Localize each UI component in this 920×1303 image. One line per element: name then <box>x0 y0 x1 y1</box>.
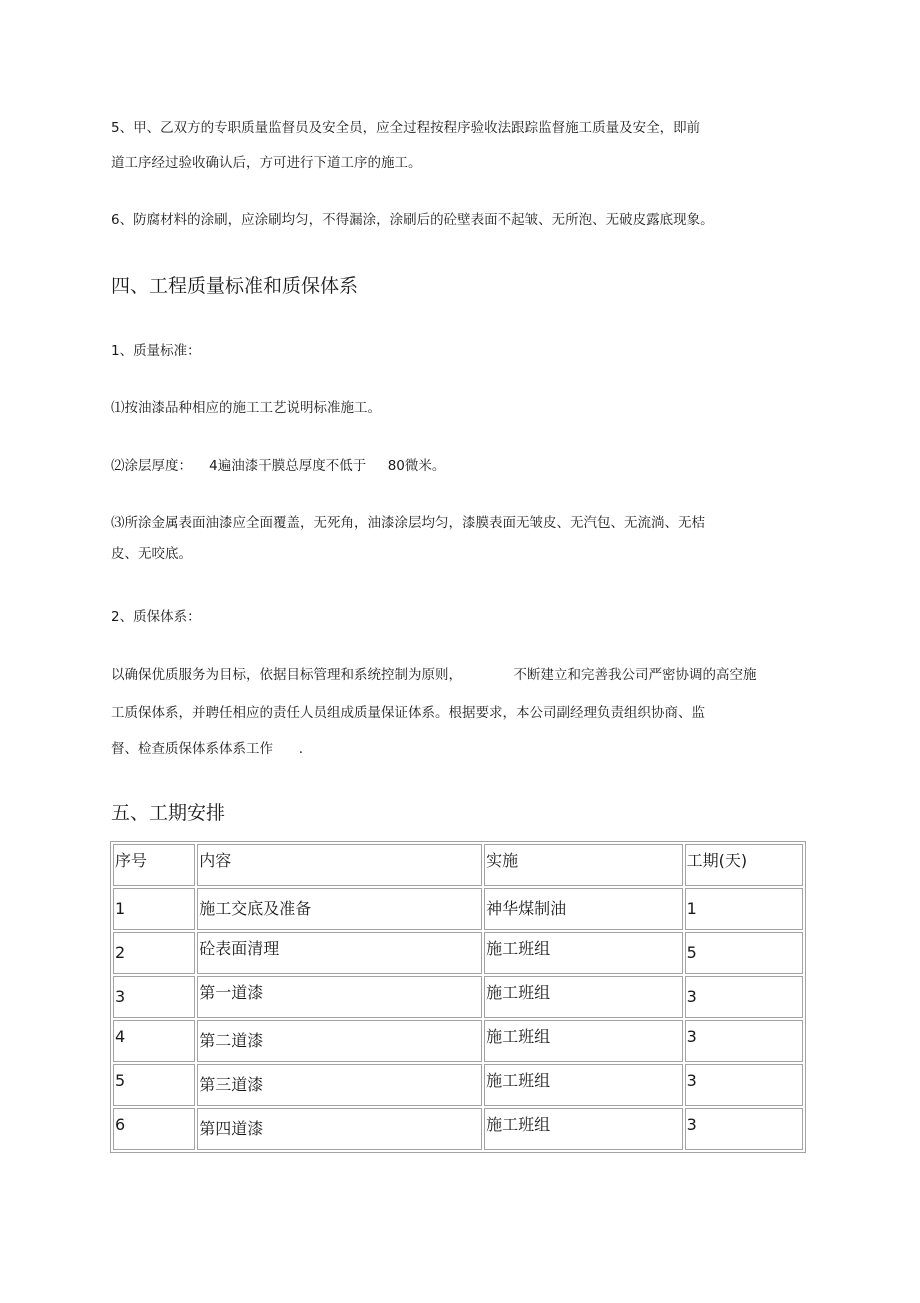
table-cell: 第一道漆 <box>197 976 482 1018</box>
table-header-row <box>113 844 803 886</box>
header-cell: 实施 <box>484 844 683 886</box>
section-5-heading: 五、工期安排 <box>111 802 226 824</box>
table-cell: 施工班组 <box>484 976 683 1018</box>
quality-standard-label: 1、质量标准： <box>111 343 201 359</box>
table-cell: 3 <box>113 976 195 1018</box>
table-cell: 施工交底及准备 <box>197 888 482 930</box>
table-cell: 施工班组 <box>484 1020 683 1062</box>
table-cell: 4 <box>113 1020 195 1062</box>
paragraph-6: 6、防腐材料的涂刷，应涂刷均匀，不得漏涂，涂刷后的砼壁表面不起皱、无所泡、无破皮露底现象。 <box>111 212 714 228</box>
header-cell: 工期(天) <box>685 844 803 886</box>
table-row <box>113 1064 803 1106</box>
table-row <box>113 1020 803 1062</box>
header-cell: 内容 <box>197 844 482 886</box>
table-cell: 第二道漆 <box>197 1020 482 1062</box>
table-cell: 3 <box>685 1064 803 1106</box>
table-cell: 第四道漆 <box>197 1108 482 1150</box>
table-cell: 2 <box>113 932 195 974</box>
quality-item-3-line-2: 皮、无咬底。 <box>111 546 192 562</box>
paragraph-5-line-2: 道工序经过验收确认后，方可进行下道工序的施工。 <box>111 155 422 171</box>
section-4-heading: 四、工程质量标准和质保体系 <box>111 275 359 297</box>
table-cell: 砼表面清理 <box>197 932 482 974</box>
table-row <box>113 888 803 930</box>
table-cell: 1 <box>113 888 195 930</box>
table-cell: 施工班组 <box>484 1064 683 1106</box>
quality-item-3-line-1: ⑶所涂金属表面油漆应全面覆盖，无死角，油漆涂层均匀，漆膜表面无皱皮、无汽包、无流淌、无桔 <box>111 515 705 531</box>
table-cell: 5 <box>113 1064 195 1106</box>
table-row <box>113 976 803 1018</box>
table-row <box>113 1108 803 1150</box>
table-cell: 6 <box>113 1108 195 1150</box>
table-cell: 第三道漆 <box>197 1064 482 1106</box>
quality-system-line-3: 督、检查质保体系体系工作 . <box>111 741 304 757</box>
table-cell: 3 <box>685 1108 803 1150</box>
table-cell: 神华煤制油 <box>484 888 683 930</box>
table-cell: 5 <box>685 932 803 974</box>
quality-item-1: ⑴按油漆品种相应的施工工艺说明标准施工。 <box>111 400 381 416</box>
quality-system-line-1: 以确保优质服务为目标，依据目标管理和系统控制为原则， 不断建立和完善我公司严密协调的高空施 <box>111 667 757 683</box>
quality-system-label: 2、质保体系： <box>111 609 201 625</box>
table-cell: 施工班组 <box>484 1108 683 1150</box>
table-cell: 3 <box>685 1020 803 1062</box>
schedule-table <box>110 841 806 1153</box>
quality-system-line-2: 工质保体系，并聘任相应的责任人员组成质量保证体系。根据要求，本公司副经理负责组织协商、监 <box>111 705 705 721</box>
quality-item-2: ⑵涂层厚度： 4遍油漆干膜总厚度不低于 80微米。 <box>111 458 446 474</box>
table-cell: 3 <box>685 976 803 1018</box>
table-row <box>113 932 803 974</box>
table-cell: 1 <box>685 888 803 930</box>
paragraph-5-line-1: 5、甲、乙双方的专职质量监督员及安全员，应全过程按程序验收法跟踪监督施工质量及安全，即前 <box>111 120 701 136</box>
table-cell: 施工班组 <box>484 932 683 974</box>
header-cell: 序号 <box>113 844 195 886</box>
